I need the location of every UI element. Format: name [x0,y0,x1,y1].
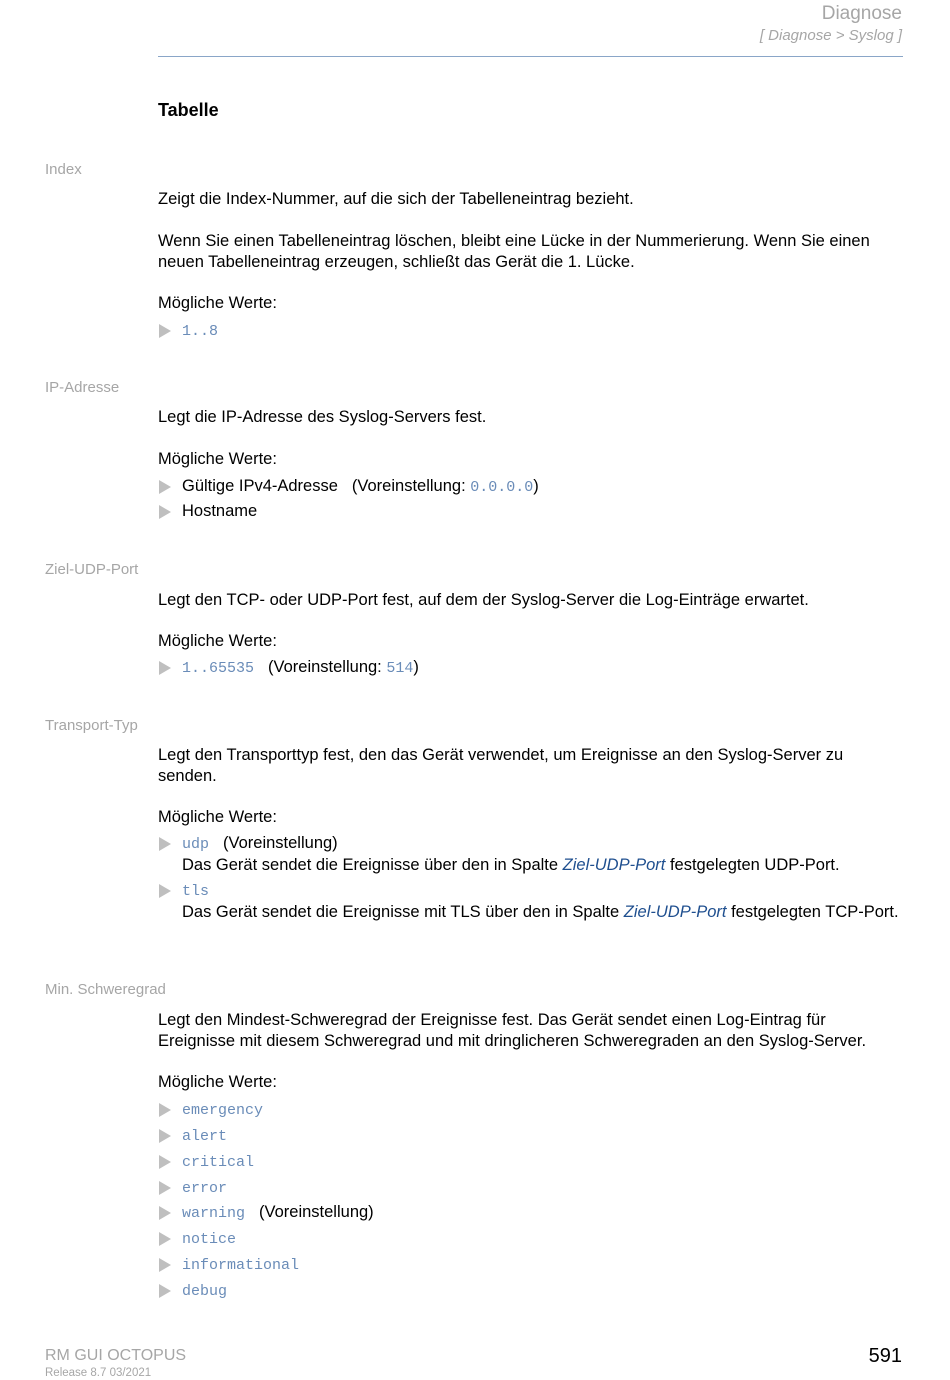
index-possible-values-label: Mögliche Werte: [158,294,277,312]
list-item [158,501,906,522]
list-item: Gültige IPv4-Adresse (Voreinstellung: 0.0.0.0) [158,476,906,498]
param-label-transport-type: Transport-Typ [45,717,138,734]
triangle-bullet-icon [159,1181,171,1195]
section-title: Tabelle [158,100,219,120]
value-code: 1..8 [182,323,219,340]
column-link-ziel-udp-port[interactable]: Ziel-UDP-Port [562,856,666,874]
triangle-bullet-icon [159,505,171,519]
value-description-end: festgelegten TCP-Port. [731,903,899,921]
list-item [158,1280,906,1302]
triangle-bullet-icon [159,1206,171,1220]
triangle-bullet-icon [159,837,171,851]
default-marker: (Voreinstellung) [259,1203,374,1221]
footer-product: RM GUI OCTOPUS [45,1347,187,1364]
severity-value: error [182,1180,228,1197]
severity-value: informational [182,1257,300,1274]
value-code: 1..65535 [182,660,255,677]
value-code: tls [182,883,210,900]
transport-possible-values-label: Mögliche Werte: [158,808,277,826]
page-number: 591 [868,1345,902,1367]
header-divider [158,56,903,57]
value-code: udp [182,836,210,853]
triangle-bullet-icon [159,884,171,898]
list-item [158,833,906,876]
value-description: Das Gerät sendet die Ereignisse über den in Spalte [182,856,559,874]
triangle-bullet-icon [159,661,171,675]
value-code: 0.0.0.0 [470,479,534,496]
value-description-end: festgelegten UDP-Port. [669,856,840,874]
severity-value: alert [182,1128,228,1145]
udp-port-description: Legt den TCP- oder UDP-Port fest, auf dem der Syslog-Server die Log-Einträge erwartet. [158,591,809,609]
list-item [158,880,906,923]
ip-possible-values-label: Mögliche Werte: [158,450,277,468]
severity-value: critical [182,1154,255,1171]
value-text: Hostname [182,502,258,520]
triangle-bullet-icon [159,1155,171,1169]
triangle-bullet-icon [159,1284,171,1298]
index-note: Wenn Sie einen Tabelleneintrag löschen, bleibt eine Lücke in der Nummerierung. Wenn Sie einen neuen Tabelleneintrag erzeugen, schließt das Gerät die 1. Lücke. [158,232,870,271]
param-label-ip-address: IP-Adresse [45,379,120,396]
ip-address-description: Legt die IP-Adresse des Syslog-Servers fest. [158,408,487,426]
triangle-bullet-icon [159,1129,171,1143]
severity-value: notice [182,1231,237,1248]
severity-value: debug [182,1283,228,1300]
default-marker: (Voreinstellung) [223,834,338,852]
triangle-bullet-icon [159,1232,171,1246]
chapter-title: Diagnose [821,3,902,24]
value-description: Das Gerät sendet die Ereignisse mit TLS über den in Spalte [182,903,620,921]
index-description: Zeigt die Index-Nummer, auf die sich der Tabelleneintrag bezieht. [158,190,634,208]
value-text: Gültige IPv4-Adresse [182,477,338,495]
footer-release: Release 8.7 03/2021 [45,1367,152,1379]
param-label-min-severity: Min. Schweregrad [45,981,166,998]
triangle-bullet-icon [159,324,171,338]
severity-description: Legt den Mindest-Schweregrad der Ereignisse fest. Das Gerät sendet einen Log-Eintrag für Ereignisse mit diesem Schweregrad und mit dringlicheren Schweregraden an den Syslog-Server. [158,1011,867,1050]
param-label-index: Index [45,161,82,178]
severity-possible-values-label: Mögliche Werte: [158,1073,277,1091]
list-item [158,1254,906,1276]
default-label: Voreinstellung: [357,477,466,495]
list-item [158,1202,906,1224]
severity-value: emergency [182,1102,264,1119]
default-label: Voreinstellung: [273,658,382,676]
triangle-bullet-icon [159,1103,171,1117]
column-link-ziel-udp-port[interactable]: Ziel-UDP-Port [623,903,727,921]
transport-description: Legt den Transporttyp fest, den das Gerät verwendet, um Ereignisse an den Syslog-Server zu senden. [158,746,844,785]
severity-value: warning [182,1205,246,1222]
triangle-bullet-icon [159,480,171,494]
triangle-bullet-icon [159,1258,171,1272]
list-item [158,320,906,342]
param-label-udp-port: Ziel-UDP-Port [45,561,139,578]
list-item [158,1099,906,1121]
udp-possible-values-label: Mögliche Werte: [158,632,277,650]
breadcrumb: [ Diagnose > Syslog ] [759,27,902,44]
list-item [158,1228,906,1250]
list-item: 1..65535 (Voreinstellung: 514) [158,657,906,679]
value-code: 514 [386,660,414,677]
list-item [158,1125,906,1147]
list-item [158,1151,906,1173]
list-item [158,1177,906,1199]
